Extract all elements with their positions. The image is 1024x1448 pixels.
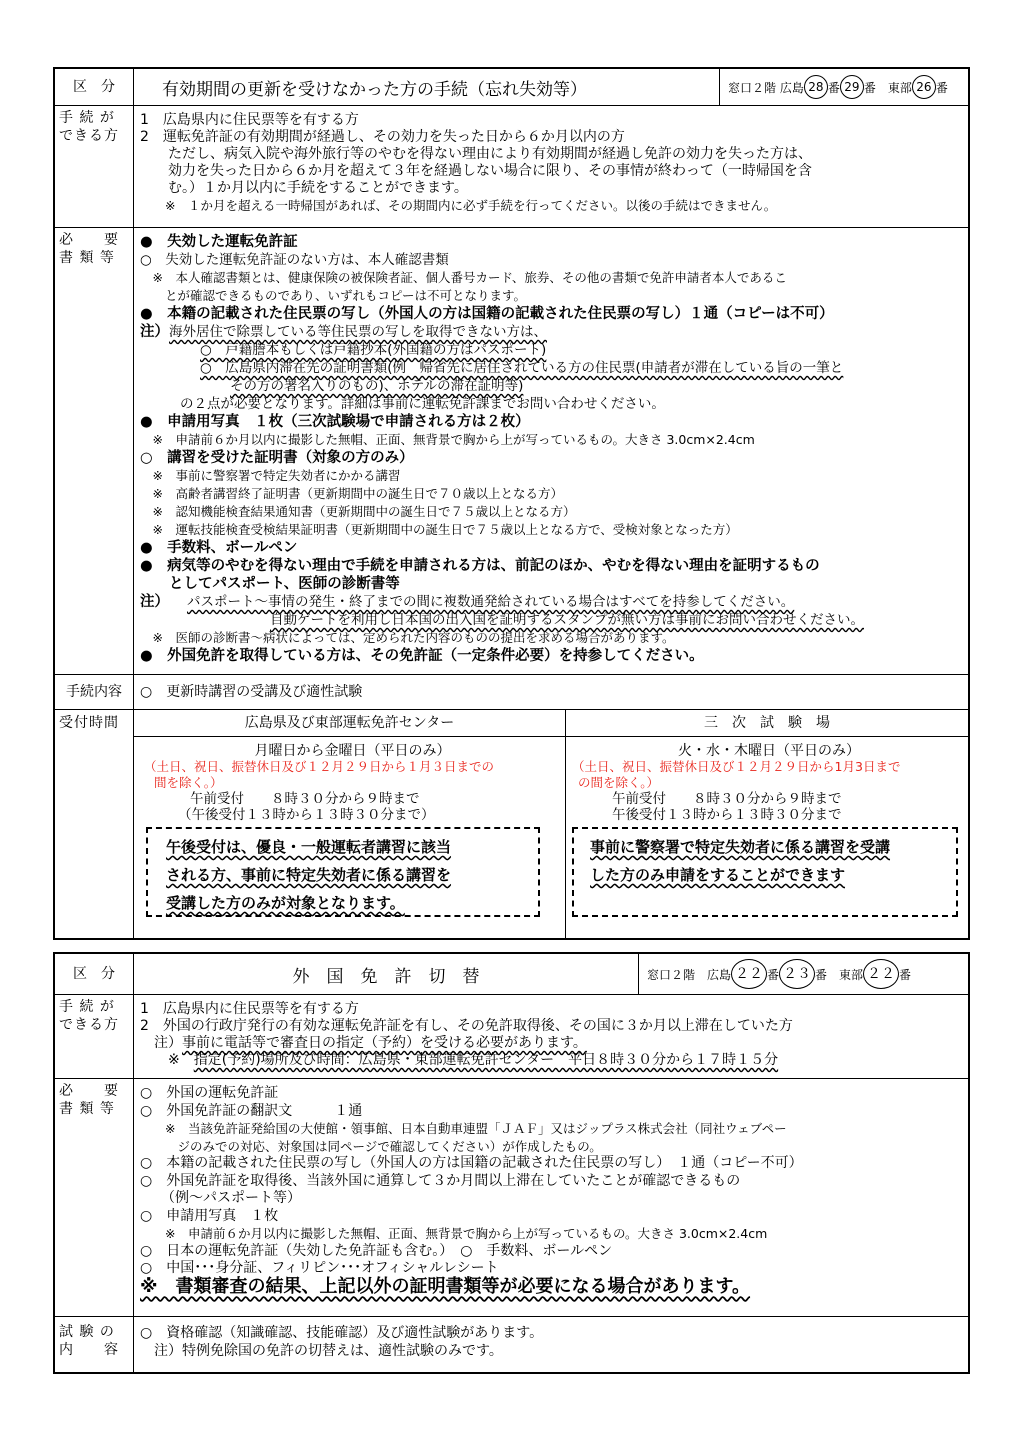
hours-days: 火・水・木曜日（平日のみ） bbox=[678, 743, 860, 759]
s1-docs-content bbox=[134, 228, 968, 674]
doc-note: ※ 認知機能検査結果通知書（更新期間中の誕生日で７５歳以上となる方） bbox=[140, 504, 576, 519]
notice-line: 受講した方のみが対象となります。 bbox=[166, 894, 405, 912]
s1-counter-2: 29 bbox=[840, 75, 864, 99]
doc-note: ○ 戸籍謄本もしくは戸籍抄本(外国籍の方はパスポート) bbox=[200, 342, 547, 358]
s1-docs-row bbox=[55, 228, 968, 675]
doc-item: ○ 外国免許証の翻訳文 １通 bbox=[140, 1102, 363, 1119]
s1-hours-row bbox=[55, 710, 968, 938]
s1-hours-label: 受付時間 bbox=[55, 710, 134, 938]
miyoshi-notice-box bbox=[572, 827, 958, 917]
hiroshima-center-title: 広島県及び東部運転免許センター bbox=[134, 710, 565, 737]
am-hours: 午前受付 ８時３０分から９時まで bbox=[612, 791, 842, 807]
s1-content-label: 手続内容 bbox=[55, 675, 134, 709]
holiday-paren: （ bbox=[572, 759, 585, 774]
doc-note: パスポート～事情の発生・終了までの間に複数通発給されている場合はすべてを持参してください。 bbox=[187, 594, 795, 610]
s2-who-label: 手 続 が できる方 bbox=[55, 995, 134, 1078]
s2-window-prefix: 窓口２階 広島 bbox=[647, 967, 732, 982]
who-note: 事前に電話等で審査日の指定（予約）を受ける必要があります。 bbox=[182, 1035, 587, 1051]
s1-who-line: ※ １か月を超える一時帰国があれば、その期間内に必ず手続を行ってください。以後の手続はできません。 bbox=[140, 198, 777, 213]
s1-header-row bbox=[55, 69, 968, 106]
s2-docs-content bbox=[134, 1079, 968, 1316]
doc-note: ※ 当該免許証発給国の大使館・領事館、日本自動車連盟「ＪＡＦ」又はジップラス株式会社（同社ウェブペー bbox=[140, 1121, 787, 1136]
miyoshi-center-column bbox=[566, 710, 968, 938]
doc-note: の２点が必要となります。詳細は事前に運転免許課までお問い合わせください。 bbox=[180, 396, 665, 412]
s1-who-line: ただし、病気入院や海外旅行等のやむを得ない理由により有効期間が経過し免許の効力を失った方は、 bbox=[140, 146, 812, 162]
s1-who-content bbox=[134, 106, 968, 227]
doc-item: （例～パスポート等） bbox=[140, 1190, 301, 1206]
doc-note: ※ 運転技能検査受検結果証明書（更新期間中の誕生日で７５歳以上となる方で、受検対象となった方） bbox=[140, 522, 738, 537]
s1-counter-1: 28 bbox=[804, 75, 828, 99]
hours-days: 月曜日から金曜日（平日のみ） bbox=[254, 743, 451, 759]
s1-docs-label: 必 要 書 類 等 bbox=[55, 228, 134, 674]
doc-item: ● 申請用写真 １枚（三次試験場で申請される方は２枚） bbox=[140, 414, 530, 430]
doc-note: 自動ゲートを利用し日本国の出入国を証明するスタンプが無い方は事前にお問い合わせください。 bbox=[270, 612, 864, 628]
s1-who-line: 2 運転免許証の有効期間が経過し、その効力を失った日から６か月以内の方 bbox=[140, 129, 625, 145]
s2-docs-label: 必 要 書 類 等 bbox=[55, 1079, 134, 1316]
doc-item: ● 本籍の記載された住民票の写し（外国人の方は国籍の記載された住民票の写し）１通（コピーは不可） bbox=[140, 306, 834, 322]
s2-window-info bbox=[639, 954, 968, 994]
s2-counter-3: ２２ bbox=[863, 959, 899, 989]
s1-sep-2: 番 東部 bbox=[863, 80, 912, 95]
doc-item: ○ 外国の運転免許証 bbox=[140, 1085, 279, 1101]
doc-note: とが確認できるものであり、いずれもコピーは不可となります。 bbox=[140, 288, 527, 303]
s2-test-content bbox=[134, 1317, 968, 1372]
who-note: 指定(予約)場所及び時間：広島県・東部運転免許センター 平日８時３０分から１７時１５分 bbox=[193, 1052, 779, 1068]
doc-note: ※ 申請前６か月以内に撮影した無帽、正面、無背景で胸から上が写っているもの。大きさ 3.0cm×2.4cm bbox=[140, 432, 755, 447]
doc-note: ※ 医師の診断書～病状によっては、定められた内容のものの提出を求める場合があります。 bbox=[140, 630, 675, 645]
doc-item: ● 外国免許を取得している方は、その免許証（一定条件必要）を持参してください。 bbox=[140, 648, 704, 664]
s1-who-line: 効力を失った日から６か月を超えて３年を経過しない場合に限り、その事情が終わって（一時帰国を含 bbox=[140, 163, 812, 179]
test-line: ○ 資格確認（知識確認、技能確認）及び適性試験があります。 bbox=[140, 1325, 544, 1341]
holiday-text: 間を除く。） bbox=[154, 775, 223, 790]
foreign-license-table bbox=[53, 952, 970, 1374]
s2-header-row bbox=[55, 954, 968, 995]
s1-content-text: ○ 更新時講習の受講及び適性試験 bbox=[140, 684, 363, 701]
note-mark: 注） bbox=[140, 1035, 182, 1051]
s2-sep-1: 番 bbox=[767, 967, 780, 982]
notice-line: 事前に警察署で特定失効者に係る講習を受講 bbox=[590, 838, 891, 856]
doc-note: ※ 本人確認書類とは、健康保険の被保険者証、個人番号カード、旅券、その他の書類で免許申請者本人であるこ bbox=[140, 270, 787, 285]
hiroshima-center-column bbox=[134, 710, 566, 938]
holiday-weekend: 土日 bbox=[156, 759, 182, 774]
s1-sep-1: 番 bbox=[827, 80, 840, 95]
doc-note: ※ 事前に警察署で特定失効者にかかる講習 bbox=[140, 468, 401, 483]
doc-note: ※ 申請前６か月以内に撮影した無帽、正面、無背景で胸から上が写っているもの。大きさ 3.0cm×2.4cm bbox=[140, 1226, 768, 1241]
note-mark: 注） bbox=[140, 594, 169, 610]
s1-title: 有効期間の更新を受けなかった方の手続（忘れ失効等） bbox=[134, 69, 720, 105]
s1-counter-3: 26 bbox=[912, 75, 936, 99]
s2-suffix: 番 bbox=[899, 967, 912, 982]
s2-counter-2: ２３ bbox=[779, 959, 815, 989]
s1-section-label: 区 分 bbox=[55, 69, 134, 105]
s2-docs-row bbox=[55, 1079, 968, 1317]
doc-note: その方の署名入りのもの)、ホテルの滞在証明等) bbox=[230, 378, 524, 394]
doc-item: としてパスポート、医師の診断書等 bbox=[140, 576, 400, 592]
holiday-paren: （ bbox=[144, 759, 157, 774]
renewal-lapse-table bbox=[53, 67, 970, 940]
notice-line: される方、事前に特定失効者に係る講習を bbox=[166, 866, 452, 884]
doc-item: ○ 講習を受けた証明書（対象の方のみ） bbox=[140, 450, 414, 466]
doc-item: ○ 外国免許証を取得後、当該外国に通算して３か月間以上滞在していたことが確認できるもの bbox=[140, 1172, 741, 1189]
doc-item: ● 病気等のやむを得ない理由で手続を申請される方は、前記のほか、やむを得ない理由を証明するもの bbox=[140, 558, 820, 574]
s2-counter-1: ２２ bbox=[731, 959, 767, 989]
doc-item: ● 失効した運転免許証 bbox=[140, 234, 298, 250]
holiday-weekend: 土日 bbox=[584, 759, 610, 774]
s2-test-row bbox=[55, 1317, 968, 1372]
doc-note: ○ 広島県内滞在先の証明書類(例 帰省先に居住されている方の住民票(申請者が滞在している旨の一筆と bbox=[200, 360, 844, 376]
holiday-text: 、祝日、振替休日及び１２月２９日から１月３日までの bbox=[181, 759, 495, 774]
s1-window-info bbox=[720, 69, 968, 105]
s1-who-row bbox=[55, 106, 968, 228]
pm-hours: （午後受付１３時から１３時３０分まで） bbox=[178, 807, 435, 823]
holiday-text: の間を除く。） bbox=[578, 775, 660, 790]
s2-who-content bbox=[134, 995, 968, 1078]
doc-item: ○ 申請用写真 １枚 bbox=[140, 1207, 279, 1224]
s2-sep-2: 番 東部 bbox=[815, 967, 864, 982]
doc-item: ○ 本籍の記載された住民票の写し（外国人の方は国籍の記載された住民票の写し） １通（コピー不可） bbox=[140, 1155, 803, 1171]
holiday-text: 、祝日、振替休日及び１２月２９日から1月3日まで bbox=[609, 759, 901, 774]
document-review-warning: ※ 書類審査の結果、上記以外の証明書類等が必要になる場合があります。 bbox=[140, 1275, 751, 1297]
s2-section-label: 区 分 bbox=[55, 954, 134, 994]
who-line: 2 外国の行政庁発行の有効な運転免許証を有し、その免許取得後、その国に３か月以上滞在していた方 bbox=[140, 1018, 793, 1034]
doc-note: ※ 高齢者講習終了証明書（更新期間中の誕生日で７０歳以上となる方） bbox=[140, 486, 563, 501]
s2-title: 外 国 免 許 切 替 bbox=[134, 954, 639, 994]
doc-note: ジのみでの対応、対象国は同ページで確認してください）が作成したもの。 bbox=[140, 1138, 602, 1154]
doc-item: ○ 失効した運転免許証のない方は、本人確認書類 bbox=[140, 252, 449, 268]
who-line: 1 広島県内に住民票等を有する方 bbox=[140, 1001, 359, 1017]
notice-line: した方のみ申請をすることができます bbox=[590, 866, 846, 884]
s1-suffix: 番 bbox=[935, 80, 948, 95]
s2-who-row bbox=[55, 995, 968, 1079]
note-mark: 注） bbox=[140, 324, 169, 340]
doc-item: ○ 中国･･･身分証、フィリピン･･･オフィシャルレシート bbox=[140, 1260, 499, 1276]
doc-item: ○ 日本の運転免許証（失効した免許証も含む。） ○ 手数料、ボールペン bbox=[140, 1242, 613, 1259]
doc-item: ● 手数料、ボールペン bbox=[140, 540, 298, 556]
s2-test-label: 試 験 の 内 容 bbox=[55, 1317, 134, 1372]
s1-who-label: 手 続 が できる方 bbox=[55, 106, 134, 227]
pm-hours: 午後受付１３時から１３時３０分まで bbox=[612, 807, 842, 823]
s1-who-line: む。）１か月以内に手続をすることができます。 bbox=[140, 180, 468, 196]
miyoshi-center-title: 三 次 試 験 場 bbox=[566, 710, 968, 737]
test-line: 注）特例免除国の免許の切替えは、適性試験のみです。 bbox=[140, 1343, 503, 1359]
doc-note: 海外居住で除票している等住民票の写しを取得できない方は、 bbox=[169, 324, 547, 340]
am-hours: 午前受付 ８時３０分から９時まで bbox=[190, 791, 420, 807]
afternoon-notice-box bbox=[146, 827, 540, 917]
s1-who-line: 1 広島県内に住民票等を有する方 bbox=[140, 112, 359, 128]
notice-line: 午後受付は、優良・一般運転者講習に該当 bbox=[166, 838, 452, 856]
s1-window-prefix: 窓口２階 広島 bbox=[728, 80, 804, 95]
s1-content-row bbox=[55, 675, 968, 710]
note-mark: ※ bbox=[140, 1052, 194, 1068]
